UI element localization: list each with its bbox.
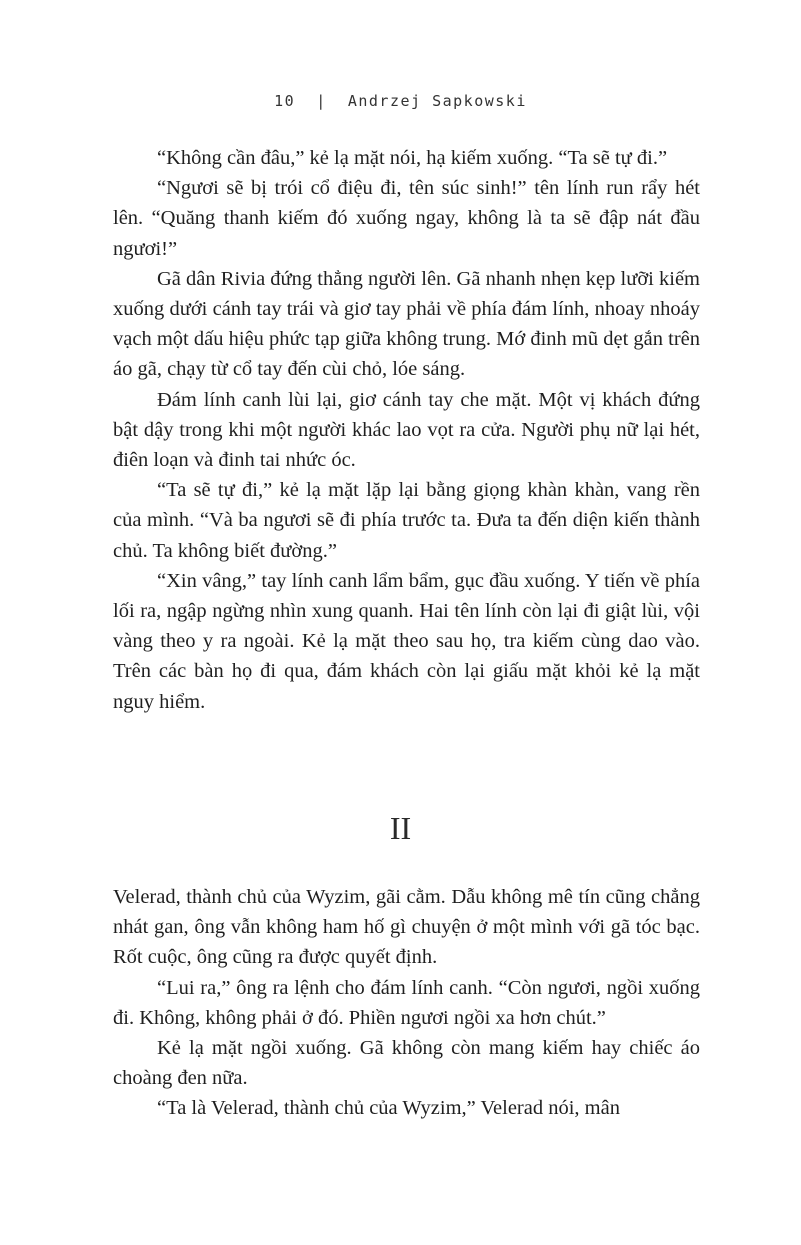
text-block-after [113, 882, 700, 1124]
section-heading: II [389, 810, 412, 846]
paragraph: Gã dân Rivia đứng thẳng người lên. Gã nhanh nhẹn kẹp lưỡi kiếm xuống dưới cánh tay trái và giơ tay phải về phía đám lính, nhoay nhoáy vạch một dấu hiệu phức tạp giữa không trung. Mớ đinh mũ dẹt gắn trên áo gã, chạy từ cổ tay đến cùi chỏ, lóe sáng. [113, 267, 701, 381]
paragraph: Kẻ lạ mặt ngồi xuống. Gã không còn mang kiếm hay chiếc áo choàng đen nữa. [113, 1037, 700, 1090]
running-head [0, 92, 801, 110]
paragraph: “Ta là Velerad, thành chủ của Wyzim,” Velerad nói, mân [157, 1097, 620, 1120]
paragraph: “Ta sẽ tự đi,” kẻ lạ mặt lặp lại bằng giọng khàn khàn, vang rền của mình. “Và ba ngươi sẽ đi phía trước ta. Đưa ta đến diện kiến thành chủ. Ta không biết đường.” [113, 479, 700, 562]
paragraph: Đám lính canh lùi lại, giơ cánh tay che mặt. Một vị khách đứng bật dậy trong khi một người khác lao vọt ra cửa. Người phụ nữ lại hét, điên loạn và đinh tai nhức óc. [113, 388, 700, 472]
paragraph: “Ngươi sẽ bị trói cổ điệu đi, tên súc sinh!” tên lính run rẩy hét lên. “Quăng thanh kiếm đó xuống ngay, không là ta sẽ đập nát đầu ngươi!” [113, 177, 700, 260]
paragraph: “Lui ra,” ông ra lệnh cho đám lính canh. “Còn ngươi, ngồi xuống đi. Không, không phải ở đó. Phiền ngươi ngồi xa hơn chút.” [113, 976, 700, 1029]
text-block-before [113, 143, 700, 717]
paragraph: Velerad, thành chủ của Wyzim, gãi cằm. Dẫu không mê tín cũng chẳng nhát gan, ông vẫn không ham hố gì chuyện ở một mình với gã tóc bạc. Rốt cuộc, ông cũng ra được quyết định. [113, 886, 700, 969]
paragraph: “Xin vâng,” tay lính canh lẩm bẩm, gục đầu xuống. Y tiến về phía lối ra, ngập ngừng nhìn xung quanh. Hai tên lính còn lại đi giật lùi, vội vàng theo y ra ngoài. Kẻ lạ mặt theo sau họ, tra kiếm cùng dao vào. Trên các bàn họ đi qua, đám khách còn lại giấu mặt khỏi kẻ lạ mặt nguy hiểm. [113, 569, 700, 713]
author-name: Andrzej Sapkowski [347, 92, 527, 110]
paragraph: “Không cần đâu,” kẻ lạ mặt nói, hạ kiếm xuống. “Ta sẽ tự đi.” [157, 147, 668, 169]
header-separator: | [316, 92, 327, 110]
page-number: 10 [274, 92, 296, 110]
